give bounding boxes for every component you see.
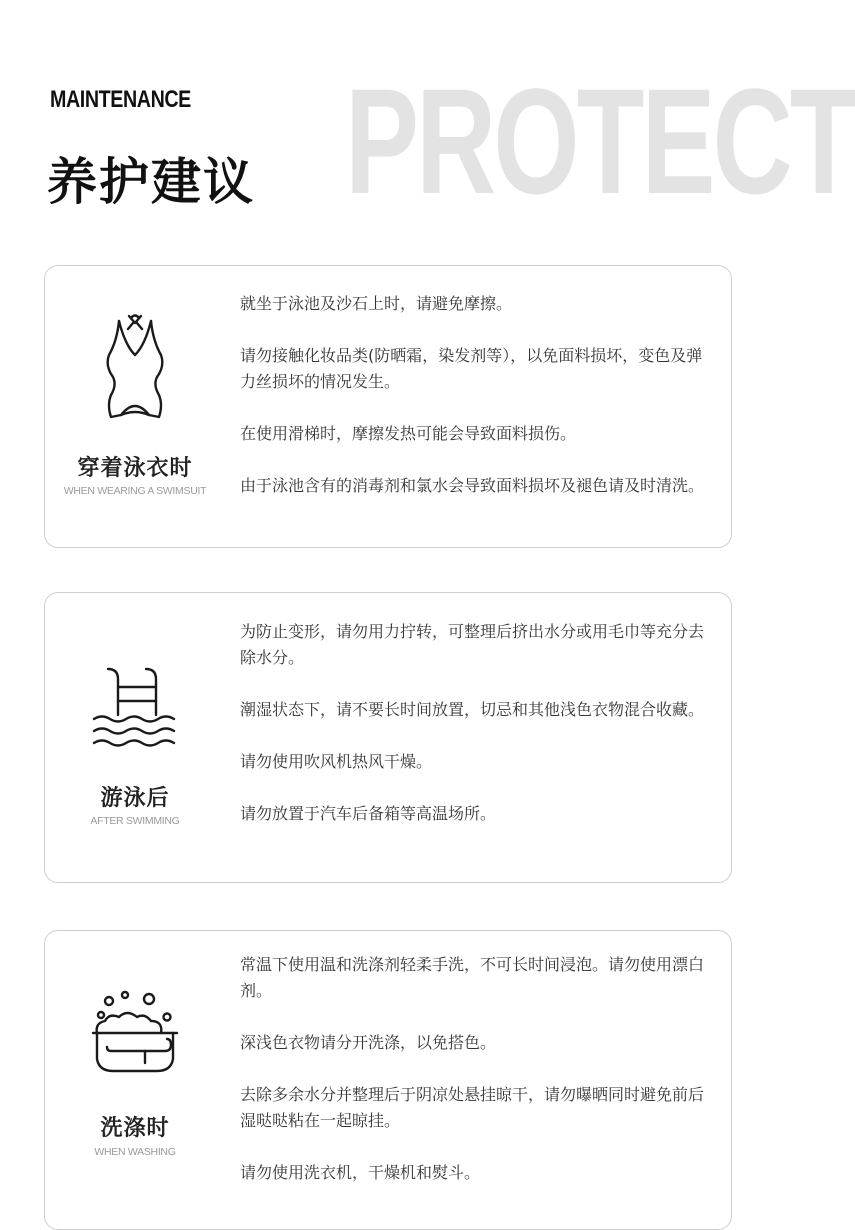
care-card-swimsuit [44, 265, 732, 548]
header-english-title: MAINTENANCE [50, 86, 191, 113]
care-card-washing [44, 930, 732, 1230]
wash-basin-icon [87, 989, 183, 1089]
tips-list [240, 619, 710, 827]
tip-item: 请勿接触化妆品类(防晒霜，染发剂等），以免面料损坏，变色及弹力丝损坏的情况发生。 [240, 346, 703, 391]
care-card-after-swimming [44, 592, 732, 883]
tip-item: 请勿使用洗衣机，干燥机和熨斗。 [240, 1163, 481, 1182]
tip-item: 去除多余水分并整理后于阴凉处悬挂晾干，请勿曝晒同时避免前后湿哒哒粘在一起晾挂。 [240, 1085, 705, 1130]
pool-ladder-icon [90, 665, 180, 755]
card-label-area [45, 593, 225, 882]
tip-item: 由于泳池含有的消毒剂和氯水会导致面料损坏及褪色请及时清洗。 [240, 476, 705, 495]
card-subtitle: AFTER SWIMMING [90, 815, 180, 827]
tips-list [240, 952, 710, 1186]
card-subtitle: WHEN WASHING [94, 1146, 176, 1158]
tip-item: 深浅色衣物请分开洗涤，以免搭色。 [240, 1033, 497, 1052]
card-title: 游泳后 [100, 786, 170, 811]
tip-item: 请勿放置于汽车后备箱等高温场所。 [240, 804, 497, 823]
card-label-area [45, 266, 225, 547]
tip-item: 常温下使用温和洗涤剂轻柔手洗，不可长时间浸泡。请勿使用漂白剂。 [240, 955, 705, 1000]
tip-item: 在使用滑梯时，摩擦发热可能会导致面料损伤。 [240, 424, 577, 443]
card-label-area [45, 931, 225, 1229]
tip-item: 为防止变形，请勿用力拧转，可整理后挤出水分或用毛巾等充分去除水分。 [240, 622, 705, 667]
tip-item: 请勿使用吹风机热风干燥。 [240, 752, 433, 771]
card-subtitle: WHEN WEARING A SWIMSUIT [63, 485, 207, 497]
card-title: 洗涤时 [100, 1116, 170, 1141]
tip-item: 就坐于泳池及沙石上时，请避免摩擦。 [240, 294, 513, 313]
card-title: 穿着泳衣时 [77, 456, 193, 481]
header-chinese-title: 养护建议 [47, 153, 255, 211]
protect-watermark: PROTECT [345, 57, 855, 225]
swimsuit-icon [95, 311, 175, 431]
tips-list [240, 291, 710, 499]
tip-item: 潮湿状态下，请不要长时间放置，切忌和其他浅色衣物混合收藏。 [240, 700, 705, 719]
